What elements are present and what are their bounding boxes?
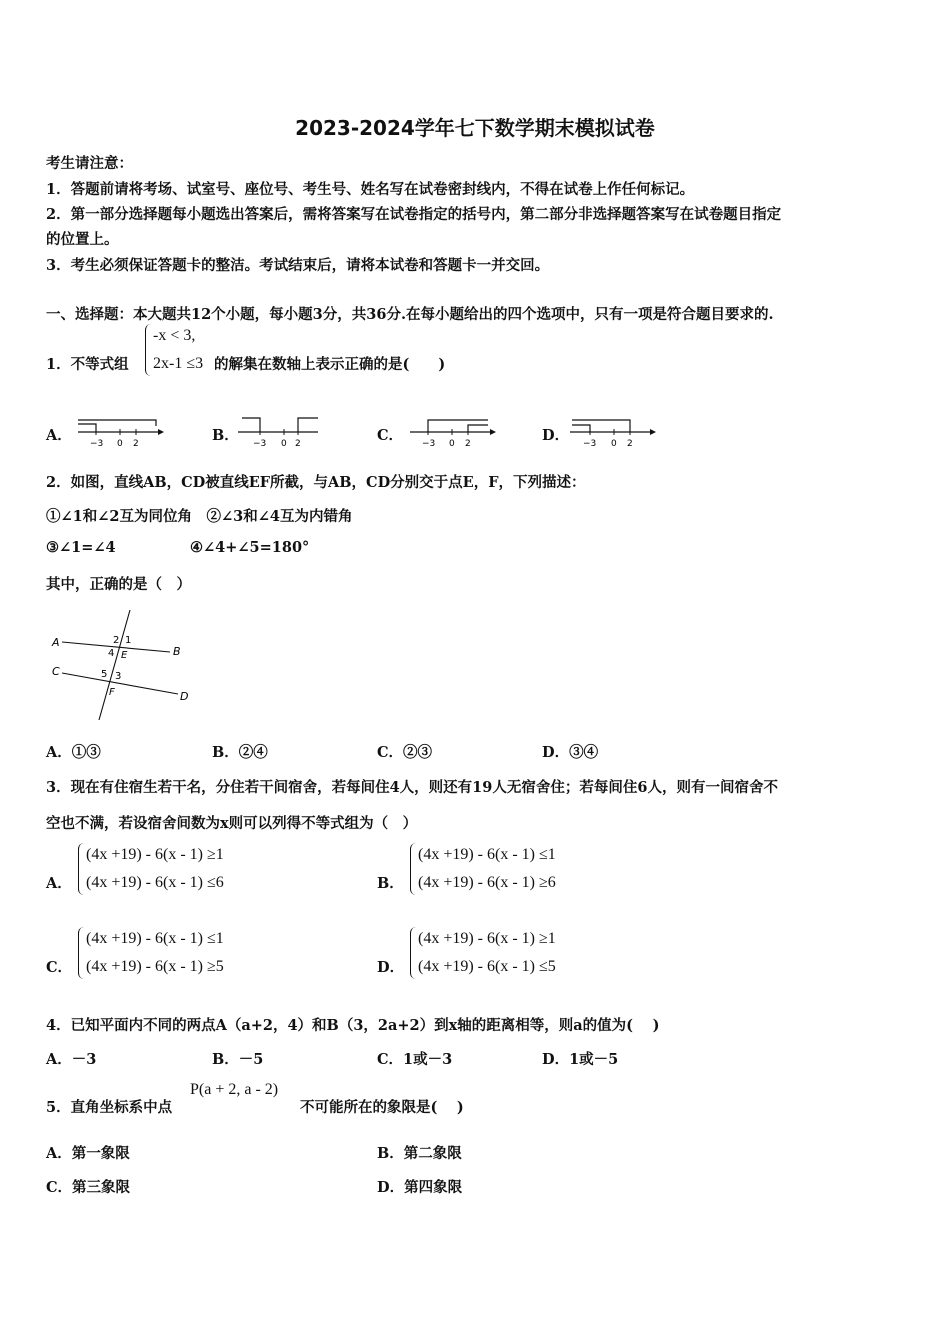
q3-sys-row: (4x +19) - 6(x - 1) ≥5 xyxy=(86,958,224,975)
svg-text:D: D xyxy=(180,690,189,703)
svg-text:4: 4 xyxy=(108,648,115,659)
q4-option-d[interactable]: D．1或－5 xyxy=(542,1051,619,1068)
q3-sys-row: (4x +19) - 6(x - 1) ≥1 xyxy=(86,846,224,863)
q1-inequality-system xyxy=(145,322,203,378)
tick-label: 2 xyxy=(295,439,301,449)
tick-label: 0 xyxy=(281,439,287,449)
q1-option-a-label[interactable]: A． xyxy=(46,427,72,444)
q2-option-a[interactable]: A．①③ xyxy=(46,744,101,761)
tick-label: −3 xyxy=(583,439,597,449)
notice-item: 2．第一部分选择题每小题选出答案后，需将答案写在试卷指定的括号内，第二部分非选择题答案写在试卷题目指定 xyxy=(46,206,782,223)
q3-option-b-system xyxy=(410,841,556,897)
q1-option-a-numberline xyxy=(78,412,164,452)
q5-option-c[interactable]: C．第三象限 xyxy=(46,1179,131,1196)
q2-question: 其中，正确的是（ ） xyxy=(46,576,191,593)
tick-label: 0 xyxy=(117,439,123,449)
q1-sys-row: 2x-1 ≤3 xyxy=(153,355,204,372)
svg-text:B: B xyxy=(173,645,181,658)
q5-suffix: 不可能所在的象限是( ) xyxy=(300,1099,464,1116)
q5-prefix: 5．直角坐标系中点 xyxy=(46,1099,173,1116)
tick-label: 2 xyxy=(133,439,139,449)
q2-figure xyxy=(46,605,206,725)
q5-point: P(a + 2, a - 2) xyxy=(190,1081,279,1098)
q3-sys-row: (4x +19) - 6(x - 1) ≤5 xyxy=(418,958,556,975)
q3-sys-row: (4x +19) - 6(x - 1) ≥1 xyxy=(418,930,556,947)
q3-option-d-label[interactable]: D． xyxy=(377,959,405,976)
notice-item: 1．答题前请将考场、试室号、座位号、考生号、姓名写在试卷密封线内，不得在试卷上作任何标记。 xyxy=(46,181,695,198)
tick-label: 2 xyxy=(627,439,633,449)
svg-text:1: 1 xyxy=(125,635,132,646)
svg-text:E: E xyxy=(121,650,128,661)
q3-sys-row: (4x +19) - 6(x - 1) ≥6 xyxy=(418,874,556,891)
tick-label: −3 xyxy=(90,439,104,449)
svg-text:2: 2 xyxy=(113,635,120,646)
q2-stem: 2．如图，直线AB，CD被直线EF所截，与AB，CD分别交于点E，F，下列描述： xyxy=(46,474,586,491)
notice-item: 3．考生必须保证答题卡的整洁。考试结束后，请将本试卷和答题卡一并交回。 xyxy=(46,257,550,274)
q3-sys-row: (4x +19) - 6(x - 1) ≤1 xyxy=(86,930,224,947)
q5-option-a[interactable]: A．第一象限 xyxy=(46,1145,130,1162)
svg-text:F: F xyxy=(109,687,115,698)
tick-label: 0 xyxy=(611,439,617,449)
tick-label: 2 xyxy=(465,439,471,449)
q5-option-d[interactable]: D．第四象限 xyxy=(377,1179,463,1196)
q3-sys-row: (4x +19) - 6(x - 1) ≤1 xyxy=(418,846,556,863)
q1-option-d-numberline xyxy=(570,412,656,452)
tick-label: 0 xyxy=(449,439,455,449)
notice-heading: 考生请注意： xyxy=(46,155,133,172)
q1-sys-row: -x < 3, xyxy=(153,327,196,344)
q2-statement: ③∠1=∠4 xyxy=(46,539,116,556)
svg-text:5: 5 xyxy=(101,669,108,680)
q1-option-d-label[interactable]: D． xyxy=(542,427,570,444)
q2-option-d[interactable]: D．③④ xyxy=(542,744,599,761)
tick-label: −3 xyxy=(253,439,267,449)
q3-option-b-label[interactable]: B． xyxy=(377,875,404,892)
page-title: 2023-2024学年七下数学期末模拟试卷 xyxy=(295,116,655,140)
q5-option-b[interactable]: B．第二象限 xyxy=(377,1145,462,1162)
q2-option-c[interactable]: C．②③ xyxy=(377,744,433,761)
svg-text:3: 3 xyxy=(115,671,122,682)
q2-statement: ④∠4+∠5=180° xyxy=(190,539,310,556)
q4-option-c[interactable]: C．1或－3 xyxy=(377,1051,453,1068)
q4-stem: 4．已知平面内不同的两点A（a+2，4）和B（3，2a+2）到x轴的距离相等，则a的值为( ) xyxy=(46,1017,660,1034)
q1-suffix: 的解集在数轴上表示正确的是( ) xyxy=(214,356,446,373)
svg-text:C: C xyxy=(52,665,60,678)
q2-option-b[interactable]: B．②④ xyxy=(212,744,268,761)
q3-stem: 3．现在有住宿生若干名，分住若干间宿舍，若每间住4人，则还有19人无宿舍住；若每间住6人，则有一间宿舍不 xyxy=(46,779,778,796)
q1-option-b-label[interactable]: B． xyxy=(212,427,239,444)
q3-option-c-system xyxy=(78,925,224,981)
q3-stem: 空也不满，若设宿舍间数为x则可以列得不等式组为（ ） xyxy=(46,815,418,832)
q3-option-d-system xyxy=(410,925,556,981)
tick-label: −3 xyxy=(422,439,436,449)
q3-option-a-system xyxy=(78,841,224,897)
q3-option-a-label[interactable]: A． xyxy=(46,875,72,892)
notice-item: 的位置上。 xyxy=(46,231,119,248)
q3-option-c-label[interactable]: C． xyxy=(46,959,73,976)
q3-sys-row: (4x +19) - 6(x - 1) ≤6 xyxy=(86,874,224,891)
q1-option-c-numberline xyxy=(410,412,496,452)
q1-prefix: 1．不等式组 xyxy=(46,356,129,373)
section-heading: 一、选择题：本大题共12个小题，每小题3分，共36分.在每小题给出的四个选项中，只有一项是符合题目要求的. xyxy=(46,306,774,323)
q2-statement: ①∠1和∠2互为同位角 ②∠3和∠4互为内错角 xyxy=(46,508,353,525)
q4-option-b[interactable]: B．－5 xyxy=(212,1051,264,1068)
q4-option-a[interactable]: A．－3 xyxy=(46,1051,97,1068)
q1-option-c-label[interactable]: C． xyxy=(377,427,404,444)
q1-option-b-numberline xyxy=(238,412,324,452)
svg-text:A: A xyxy=(52,636,60,649)
